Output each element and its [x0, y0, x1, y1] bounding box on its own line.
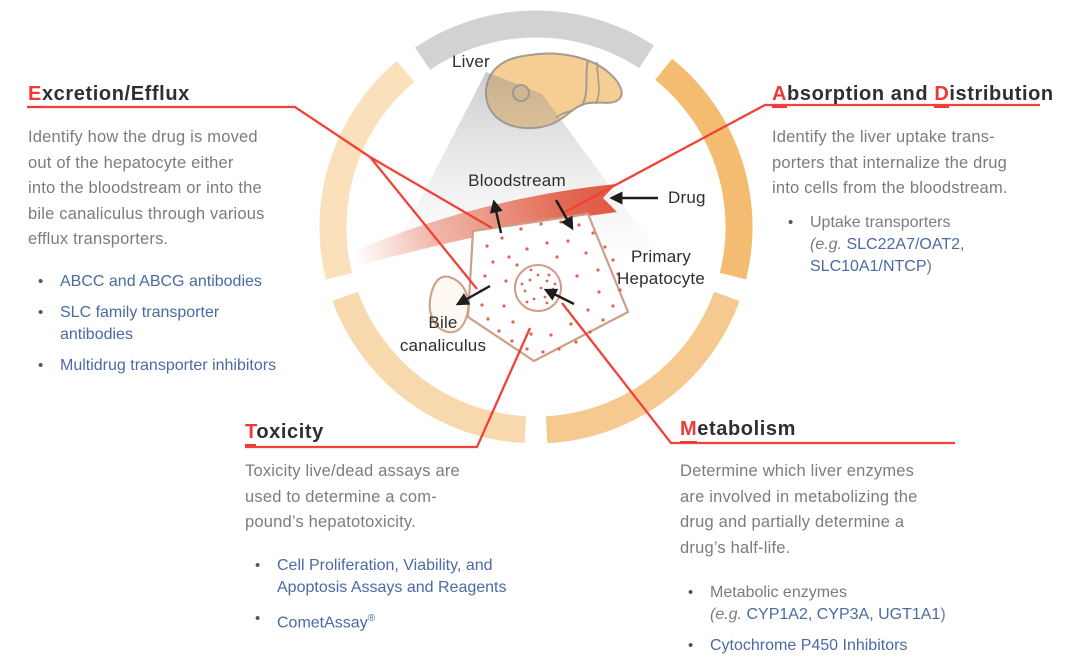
absorption-title-end: istribution	[949, 83, 1054, 105]
bile-canaliculus-label	[391, 311, 495, 357]
excretion-bullet-list	[28, 271, 276, 377]
bullet-icon: •	[38, 303, 44, 321]
absorption-desc-line: Identify the liver uptake trans-	[772, 128, 995, 146]
metabolism-bullet-list	[680, 582, 946, 657]
bloodstream-label-text: Bloodstream	[468, 171, 566, 190]
excretion-title-lead-letter: E	[28, 83, 42, 108]
bullet-icon: •	[788, 213, 794, 231]
drug-label-text: Drug	[668, 188, 706, 207]
hepatocyte-label-line1: Primary	[631, 247, 691, 266]
metabolism-bullet-eg: (e.g.	[710, 606, 747, 623]
hepatocyte-label-line2: Hepatocyte	[617, 269, 705, 288]
metabolism-desc-line: drug and partially determine a	[680, 513, 905, 531]
toxicity-desc-line: Toxicity live/dead assays are	[245, 462, 460, 480]
registered-trademark-symbol: ®	[367, 612, 376, 624]
excretion-desc-line: Identify how the drug is moved	[28, 128, 258, 146]
list-item	[688, 582, 946, 626]
list-item	[38, 302, 276, 346]
metabolism-desc-line: Determine which liver enzymes	[680, 462, 915, 480]
toxicity-title	[245, 421, 506, 444]
toxicity-bullet-1-line2: Apoptosis Assays and Reagents	[277, 578, 507, 596]
absorption-title-mid: bsorption and	[787, 83, 935, 105]
excretion-bullet-1: ABCC and ABCG antibodies	[60, 272, 262, 290]
bullet-icon: •	[255, 609, 261, 627]
list-item	[788, 212, 1054, 278]
excretion-title	[28, 83, 276, 106]
absorption-description	[772, 125, 1054, 202]
metabolism-bullet-2: Cytochrome P450 Inhibitors	[710, 637, 908, 654]
section-excretion	[28, 83, 276, 386]
bullet-icon: •	[688, 637, 694, 654]
bullet-icon: •	[255, 556, 261, 574]
excretion-desc-line: bile canaliculus through various	[28, 204, 265, 223]
absorption-title-lead-a: A	[772, 83, 787, 108]
absorption-bullet-genes-1: SLC22A7/OAT2,	[846, 235, 965, 253]
bile-label-line1: Bile	[428, 313, 458, 332]
absorption-bullet-list	[772, 212, 1054, 278]
absorption-bullet-close-paren: )	[926, 257, 932, 275]
list-item	[255, 608, 506, 634]
metabolism-bullet-close-paren: )	[940, 606, 946, 623]
bloodstream-label	[447, 171, 587, 191]
excretion-bullet-3: Multidrug transporter inhibitors	[60, 356, 277, 374]
absorption-bullet-line1: Uptake transporters	[810, 213, 951, 231]
toxicity-desc-line: pound’s hepatotoxicity.	[245, 513, 416, 531]
liver-label-text: Liver	[452, 52, 490, 71]
section-metabolism	[680, 418, 946, 666]
toxicity-bullet-2: CometAssay	[277, 613, 368, 631]
list-item	[38, 355, 276, 377]
bullet-icon: •	[688, 584, 694, 601]
bullet-icon: •	[38, 272, 44, 290]
list-item	[688, 635, 946, 657]
absorption-title-lead-d: D	[934, 83, 949, 108]
excretion-desc-line: efflux transporters.	[28, 230, 169, 248]
absorption-title	[772, 83, 1054, 106]
section-absorption	[772, 83, 1054, 287]
bile-label-line2: canaliculus	[399, 336, 487, 355]
metabolism-desc-line: are involved in metabolizing the	[680, 487, 918, 506]
metabolism-desc-line: drug’s half-life.	[680, 538, 791, 557]
excretion-bullet-2-line1: SLC family transporter	[60, 303, 220, 321]
absorption-bullet-eg: (e.g.	[810, 235, 847, 253]
toxicity-title-rest: oxicity	[256, 421, 324, 443]
metabolism-title	[680, 418, 946, 441]
excretion-desc-line: out of the hepatocyte either	[28, 153, 234, 172]
excretion-bullet-2-line2: antibodies	[60, 325, 133, 343]
primary-hepatocyte-label	[596, 246, 726, 290]
toxicity-bullet-list	[245, 555, 506, 634]
excretion-description	[28, 125, 276, 253]
excretion-title-rest: xcretion/Efflux	[41, 83, 190, 105]
list-item	[255, 555, 506, 599]
metabolism-bullet-1-line1: Metabolic enzymes	[710, 584, 847, 601]
metabolism-bullet-genes: CYP1A2, CYP3A, UGT1A1	[746, 606, 941, 623]
toxicity-desc-line: used to determine a com-	[245, 487, 437, 506]
absorption-desc-line: into cells from the bloodstream.	[772, 179, 1008, 197]
absorption-desc-line: porters that internalize the drug	[772, 153, 1007, 172]
list-item	[38, 271, 276, 293]
metabolism-title-rest: etabolism	[697, 418, 797, 440]
nucleus-circle	[515, 265, 561, 311]
section-toxicity	[245, 421, 506, 643]
absorption-bullet-genes-2: SLC10A1/NTCP	[810, 257, 927, 275]
drug-label	[668, 188, 706, 208]
bullet-icon: •	[38, 356, 44, 374]
toxicity-title-lead-letter: T	[245, 421, 256, 446]
excretion-desc-line: into the bloodstream or into the	[28, 179, 262, 197]
metabolism-description	[680, 459, 946, 561]
metabolism-title-lead-letter: M	[680, 418, 697, 443]
toxicity-description	[245, 459, 506, 536]
liver-label	[452, 52, 490, 72]
toxicity-bullet-1-line1: Cell Proliferation, Viability, and	[277, 556, 493, 574]
